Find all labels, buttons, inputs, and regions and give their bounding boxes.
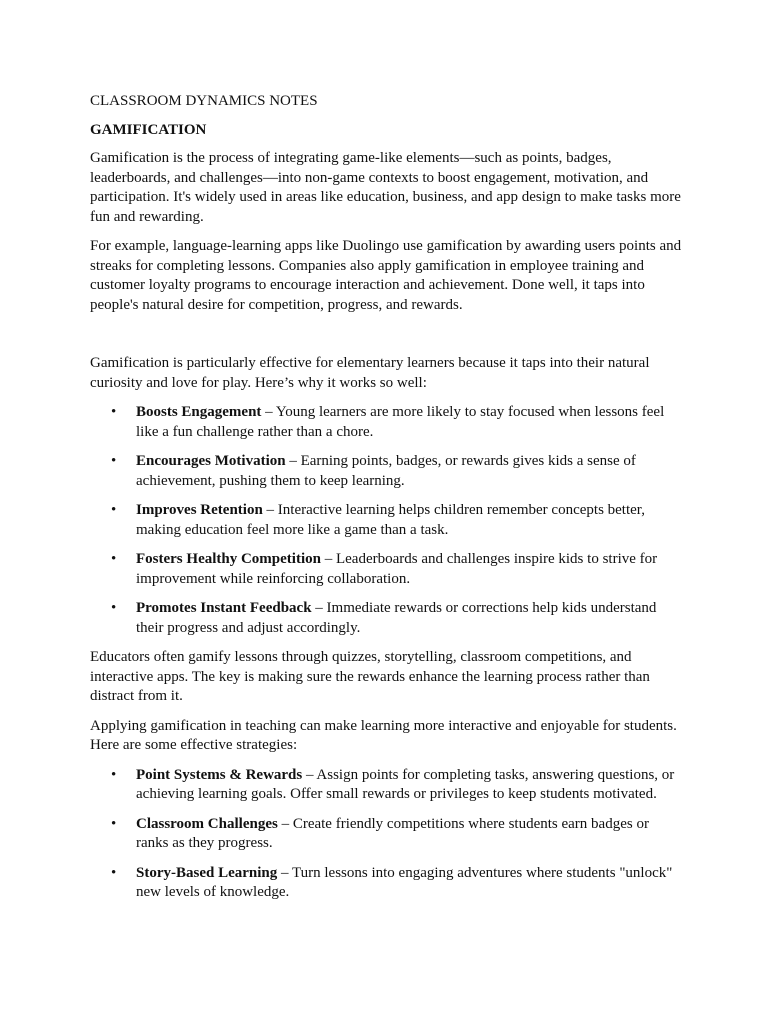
bullet-icon: •	[111, 766, 117, 783]
bullet-icon: •	[111, 404, 117, 420]
list-item	[90, 501, 682, 540]
educators-paragraph: Educators often gamify lessons through quizzes, storytelling, classroom competitions, and interactive apps. The key is making sure the rewards enhance the learning process rather than distract from it.	[90, 649, 650, 704]
benefit-text: – Young learners are more likely to stay focused when lessons feel like a fun challenge rather than a chore.	[136, 404, 665, 440]
bullet-icon: •	[111, 502, 117, 518]
list-item	[90, 599, 682, 638]
list-item	[90, 550, 682, 589]
section-heading: GAMIFICATION	[90, 121, 207, 138]
bullet-icon: •	[111, 864, 117, 881]
benefit-text: – Leaderboards and challenges inspire kids to strive for improvement while reinforcing collaboration.	[136, 551, 658, 587]
list-item	[90, 403, 682, 442]
elementary-intro-paragraph: Gamification is particularly effective for elementary learners because it taps into their natural curiosity and love for play. Here’s why it works so well:	[90, 355, 650, 391]
strategy-term: Story-Based Learning	[136, 864, 278, 881]
list-item	[90, 864, 682, 903]
document-page	[90, 92, 682, 913]
benefit-text: – Interactive learning helps children remember concepts better, making education feel more like a game than a task.	[136, 502, 645, 538]
strategy-term: Classroom Challenges	[136, 815, 278, 832]
list-item	[90, 766, 682, 805]
strategy-text: – Assign points for completing tasks, answering questions, or achieving learning goals. Offer small rewards or privileges to keep students motivated.	[136, 766, 675, 802]
strategy-text: – Create friendly competitions where students earn badges or ranks as they progress.	[136, 815, 649, 851]
bullet-icon: •	[111, 815, 117, 832]
bullet-icon: •	[111, 453, 117, 469]
benefit-text: – Immediate rewards or corrections help kids understand their progress and adjust accordingly.	[136, 600, 657, 636]
benefit-term: Promotes Instant Feedback	[136, 600, 312, 616]
benefits-list	[90, 403, 682, 638]
strategy-text: – Turn lessons into engaging adventures where students "unlock" new levels of knowledge.	[136, 864, 673, 900]
document-title: CLASSROOM DYNAMICS NOTES	[90, 93, 318, 109]
benefit-term: Improves Retention	[136, 502, 263, 518]
intro-paragraph-2: For example, language-learning apps like Duolingo use gamification by awarding users points and streaks for completing lessons. Companies also apply gamification in employee training and customer loyalty programs to encourage interaction and achievement. Done well, it taps into people's natural desire for competition, progress, and rewards.	[90, 238, 682, 313]
intro-paragraph-1: Gamification is the process of integrating game-like elements—such as points, badges, leaderboards, and challenges—into non-game contexts to boost engagement, motivation, and participation. It's widely used in areas like education, business, and app design to make tasks more fun and rewarding.	[90, 150, 681, 225]
bullet-icon: •	[111, 600, 117, 616]
strategies-intro-paragraph: Applying gamification in teaching can make learning more interactive and enjoyable for students. Here are some effective strategies:	[90, 717, 677, 753]
bullet-icon: •	[111, 551, 117, 567]
list-item	[90, 815, 682, 854]
benefit-term: Encourages Motivation	[136, 453, 286, 469]
benefit-term: Boosts Engagement	[136, 404, 262, 420]
benefit-term: Fosters Healthy Competition	[136, 551, 321, 567]
strategy-term: Point Systems & Rewards	[136, 766, 303, 783]
blank-line	[90, 325, 682, 354]
benefit-text: – Earning points, badges, or rewards gives kids a sense of achievement, pushing them to keep learning.	[136, 453, 636, 489]
list-item	[90, 452, 682, 491]
strategies-list	[90, 766, 682, 903]
